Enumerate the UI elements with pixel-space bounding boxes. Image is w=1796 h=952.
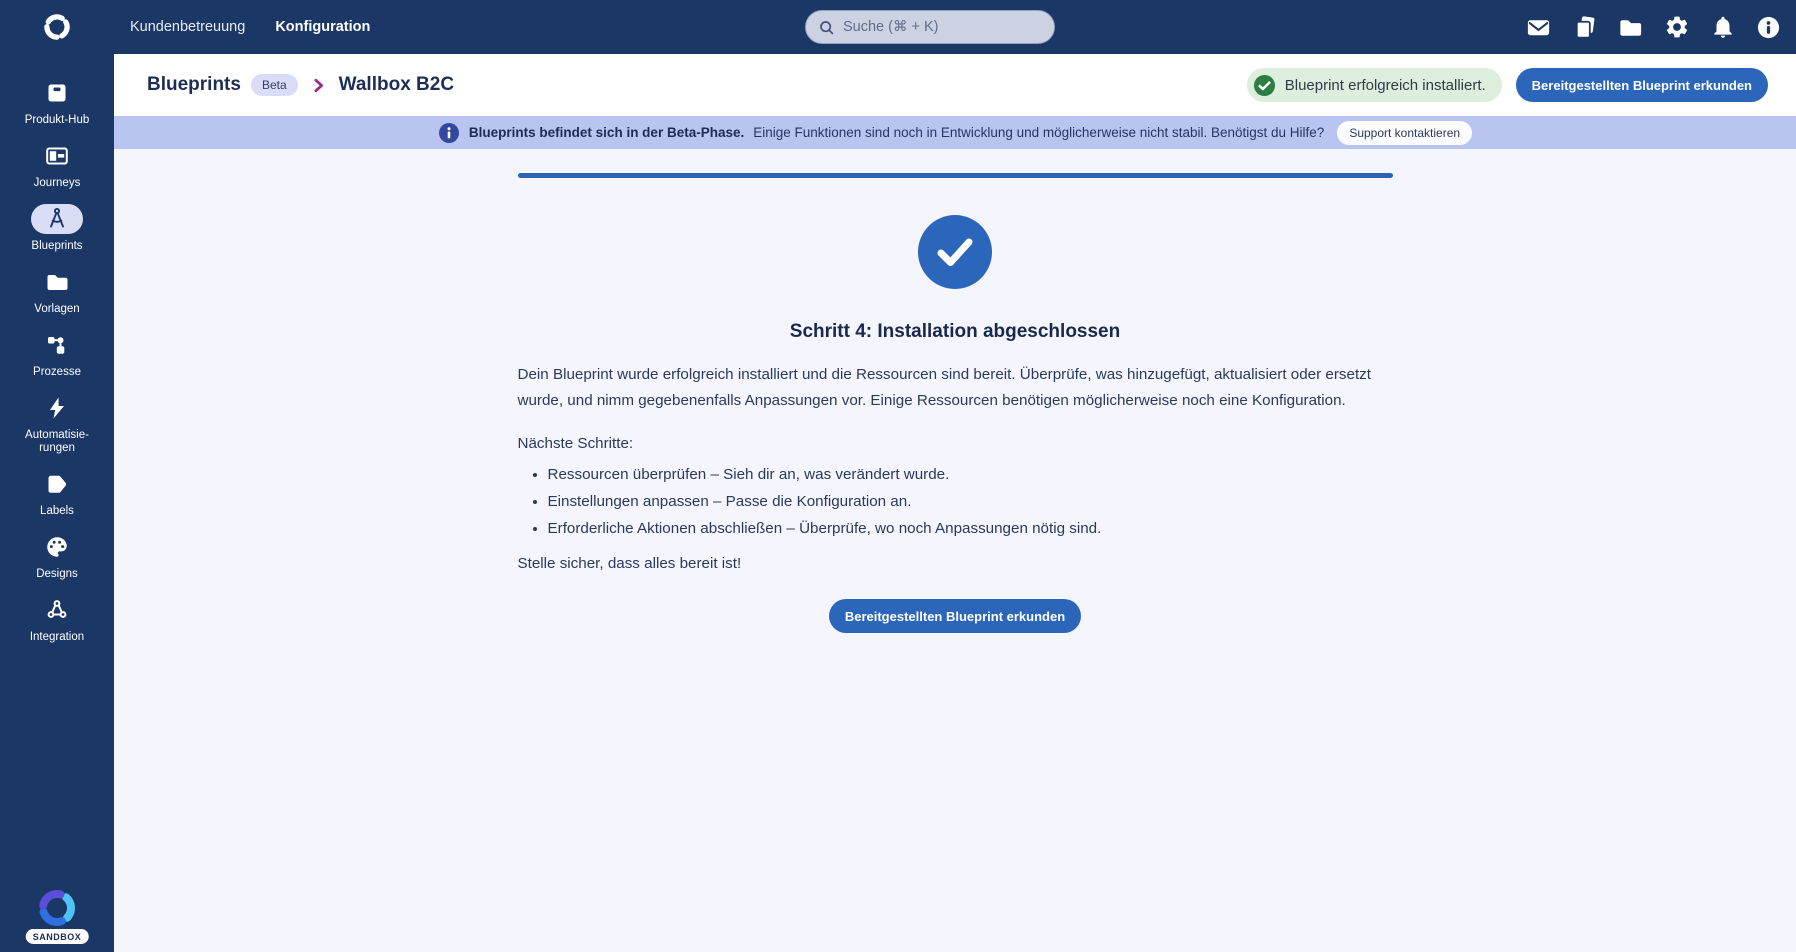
sidebar-item-label: Automatisie-rungen — [25, 429, 89, 454]
search-input[interactable] — [843, 19, 1042, 35]
lightning-bolt-icon — [44, 395, 70, 421]
tag-icon — [44, 471, 70, 497]
sidebar-item-automatisierungen[interactable] — [0, 393, 114, 455]
breadcrumb-current-page: Wallbox B2C — [338, 74, 455, 95]
step-title: Schritt 4: Installation abgeschlossen — [789, 321, 1121, 342]
explore-blueprint-cta-button[interactable]: Bereitgestellten Blueprint erkunden — [829, 599, 1081, 633]
sidebar-item-blueprints[interactable] — [0, 204, 114, 253]
copy-icon[interactable] — [1571, 14, 1598, 41]
mail-icon[interactable] — [1525, 14, 1552, 41]
brand-swirl-gradient-logo — [33, 884, 81, 932]
info-circle-icon — [438, 122, 460, 144]
step-item: • Einstellungen anpassen – Passe die Konfiguration an. — [548, 492, 1393, 512]
big-check-circle-icon — [917, 214, 993, 290]
sidebar-item-produkt-hub[interactable] — [0, 78, 114, 127]
top-icon-row — [1525, 0, 1782, 54]
global-search[interactable] — [805, 10, 1055, 44]
product-hub-box-icon — [44, 80, 70, 106]
main-content — [114, 149, 1796, 952]
sidebar-item-journeys[interactable] — [0, 141, 114, 190]
success-check-icon — [1253, 74, 1276, 97]
sidebar-item-label: Journeys — [33, 177, 81, 189]
closing-text: Stelle sicher, dass alles bereit ist! — [517, 555, 742, 572]
sandbox-account[interactable] — [0, 884, 114, 944]
search-icon — [818, 19, 835, 36]
sidebar — [0, 54, 114, 952]
sidebar-item-label: Produkt-Hub — [24, 114, 90, 126]
sidebar-item-integration[interactable] — [0, 595, 114, 644]
integration-knot-icon — [44, 597, 70, 623]
sidebar-item-label: Prozesse — [33, 366, 81, 378]
top-bar — [0, 0, 1796, 54]
brand-swirl-icon — [40, 10, 74, 44]
page-header — [114, 54, 1796, 116]
folder-icon[interactable] — [1617, 14, 1644, 41]
top-navigation — [130, 19, 370, 35]
next-steps-list — [518, 465, 1393, 539]
sidebar-item-prozesse[interactable] — [0, 330, 114, 379]
sidebar-item-label: Integration — [29, 631, 85, 643]
sidebar-item-vorlagen[interactable] — [0, 267, 114, 316]
bell-icon[interactable] — [1709, 14, 1736, 41]
sidebar-item-label: Designs — [36, 568, 78, 580]
step-item: • Erforderliche Aktionen abschließen – Überprüfe, wo noch Anpassungen nötig sind. — [548, 519, 1393, 539]
palette-icon — [44, 534, 70, 560]
beta-banner — [114, 116, 1796, 149]
sidebar-item-label: Vorlagen — [34, 303, 80, 315]
beta-badge: Beta — [251, 74, 298, 96]
brand-logo[interactable] — [0, 10, 114, 44]
process-nodes-icon — [44, 332, 70, 358]
sidebar-item-label: Labels — [40, 505, 74, 517]
step-item: • Ressourcen überprüfen – Sieh dir an, was verändert wurde. — [548, 465, 1393, 485]
sidebar-item-designs[interactable] — [0, 532, 114, 581]
next-steps-label: Nächste Schritte: — [517, 435, 634, 452]
chevron-right-icon — [310, 77, 327, 94]
nav-konfiguration[interactable]: Konfiguration — [275, 19, 371, 35]
journeys-window-icon — [44, 143, 70, 169]
sidebar-item-labels[interactable] — [0, 469, 114, 518]
info-icon[interactable] — [1755, 14, 1782, 41]
banner-bold-text: Blueprints befindet sich in der Beta-Phase. — [468, 125, 745, 140]
breadcrumb-blueprints[interactable]: Blueprints — [147, 74, 241, 95]
gear-icon[interactable] — [1663, 14, 1690, 41]
toast-message: Blueprint erfolgreich installiert. — [1284, 76, 1486, 94]
wizard-progress-bar — [518, 173, 1393, 178]
nav-kundenbetreuung[interactable]: Kundenbetreuung — [130, 19, 246, 35]
blueprints-compass-icon — [44, 206, 70, 232]
banner-text: Einige Funktionen sind noch in Entwicklung und möglicherweise nicht stabil. Benötigst du Hilfe? — [753, 125, 1325, 140]
contact-support-button[interactable]: Support kontaktieren — [1337, 121, 1472, 145]
sandbox-badge: SANDBOX — [26, 929, 89, 944]
success-toast — [1247, 68, 1502, 102]
step-intro-paragraph: Dein Blueprint wurde erfolgreich installiert und die Ressourcen sind bereit. Überprüfe, was hinzugefügt, aktualisiert oder ersetzt wurde, und nimm gegebenenfalls Anpassungen vor. Einige Ressourcen benötigen möglicherweise noch eine Konfiguration. — [517, 366, 1371, 409]
sidebar-item-label: Blueprints — [31, 240, 83, 252]
folder-icon — [44, 269, 70, 295]
explore-blueprint-button[interactable]: Bereitgestellten Blueprint erkunden — [1516, 68, 1768, 102]
